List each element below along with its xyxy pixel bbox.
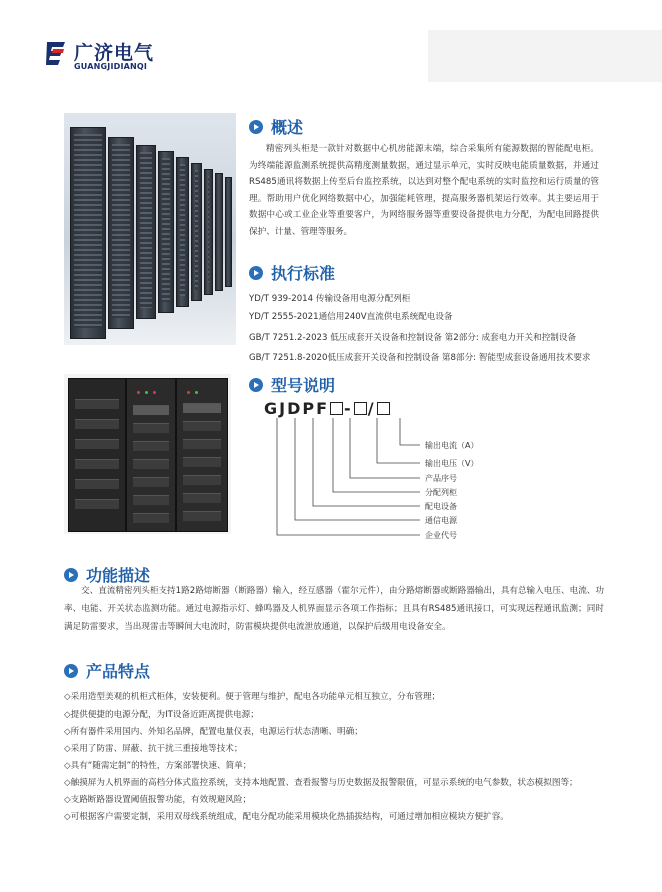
- function-heading: 功能描述: [64, 563, 150, 586]
- model-slash: /: [367, 399, 376, 418]
- standard-item: YD/T 939-2014 传输设备用电源分配列柜: [249, 294, 411, 304]
- feature-item: ◇提供便捷的电源分配，为IT设备近距离提供电源；: [64, 710, 259, 720]
- model-letter: D: [287, 399, 303, 418]
- section-bullet-icon: [64, 664, 78, 678]
- model-label: 通信电源: [425, 516, 457, 525]
- standards-heading: 执行标准: [249, 261, 335, 284]
- logo-chinese-name: 广济电气: [74, 42, 155, 64]
- overview-heading: 概述: [249, 115, 303, 138]
- model-label: 企业代号: [425, 531, 457, 540]
- model-letter: P: [302, 399, 317, 418]
- model-letter: G: [264, 399, 280, 418]
- logo-english-name: GUANGJIDIANQI: [74, 62, 148, 71]
- function-text: 交、直流精密列头柜支持1路2路熔断器（断路器）输入，经互感器（霍尔元件），由分路熔断器或断路器输出，具有总输入电压、电流、功率、电能、开关状态监测功能。通过电源指示灯、蜂鸣器及人机界面显示各项工作指标；且具有RS485通讯接口，可实现远程通讯监测；同时满足防雷要求，当出现雷击等瞬间大电流时，防雷模块提供电流泄放通道，以保护后级用电设备安全。: [64, 586, 604, 632]
- model-label: 配电设备: [425, 502, 457, 511]
- model-letter: F: [316, 399, 330, 418]
- model-label: 分配列柜: [425, 488, 457, 497]
- feature-item: ◇触摸屏为人机界面的高档分体式监控系统，支持本地配置、查看报警与历史数据及报警限值，可显示系统的电气参数，状态模拟图等；: [64, 778, 578, 788]
- feature-item: ◇可根据客户需要定制，采用双母线系统组成，配电分配功能采用模块化热插拔结构，可通过增加相应模块方便扩容。: [64, 812, 509, 822]
- model-letter: J: [279, 399, 288, 418]
- feature-item: ◇采用了防雷、屏蔽、抗干扰三重接地等技术；: [64, 744, 243, 754]
- model-heading: 型号说明: [249, 373, 335, 396]
- model-label: 输出电流（A）: [425, 441, 479, 450]
- model-label: 输出电压（V）: [425, 459, 479, 468]
- feature-item: ◇所有器件采用国内、外知名品牌，配置电量仪表，电源运行状态清晰、明确；: [64, 727, 363, 737]
- feature-item: ◇具有“随需定制”的特性，方案部署快速、简单；: [64, 761, 252, 771]
- standard-item: GB/T 7251.8-2020低压成套开关设备和控制设备 第8部分: 智能型成套设备通用技术要求: [249, 353, 591, 363]
- overview-text: 精密列头柜是一款针对数据中心机房能源末端，综合采集所有能源数据的智能配电柜。为终端能源监测系统提供高精度测量数据，通过显示单元，实时反映电能质量数据，并通过RS485通讯将数据上传至后台监控系统，以达到对整个配电系统的实时监控和运行质量的管理。帮助用户优化网络数据中心，加强能耗管理，提高服务器机架运行效率。其主要运用于数据中心或工业企业等重要客户，为网络服务器等重要设备提供电力分配，为配电回路提供保护、计量、管理等服务。: [249, 144, 599, 237]
- model-dash: -: [344, 399, 353, 418]
- standard-item: YD/T 2555-2021通信用240V直流供电系统配电设备: [249, 312, 453, 322]
- feature-item: ◇支路断路器设置阈值报警功能，有效规避风险；: [64, 795, 252, 805]
- model-label: 产品序号: [425, 474, 457, 483]
- feature-item: ◇采用造型美观的机柜式柜体，安装便利。便于管理与维护，配电各功能单元相互独立，分布管理；: [64, 692, 441, 702]
- section-bullet-icon: [64, 568, 78, 582]
- features-heading: 产品特点: [64, 659, 150, 682]
- standard-item: GB/T 7251.2-2023 低压成套开关设备和控制设备 第2部分: 成套电力开关和控制设备: [249, 333, 577, 343]
